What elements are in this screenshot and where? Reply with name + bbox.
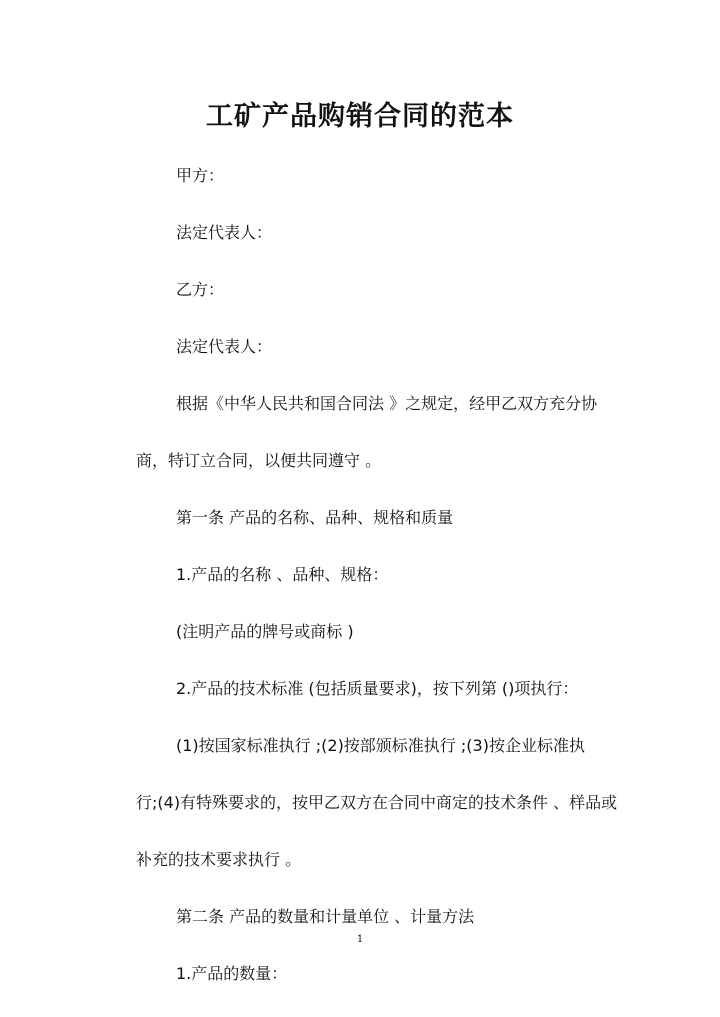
document-title: 工矿产品购销合同的范本 xyxy=(206,101,514,132)
document-line: 1.产品的名称 、品种、规格： xyxy=(176,565,389,584)
document-line: 第二条 产品的数量和计量单位 、计量方法 xyxy=(176,907,475,926)
document-line: 法定代表人： xyxy=(176,223,273,242)
page-number: 1 xyxy=(356,934,364,945)
document-line: (注明产品的牌号或商标 ) xyxy=(176,622,354,641)
document-line: 甲方： xyxy=(176,166,225,185)
document-line: 商，特订立合同，以便共同遵守 。 xyxy=(136,451,382,470)
document-line: 补充的技术要求执行 。 xyxy=(136,850,302,869)
document-line: 2.产品的技术标准 (包括质量要求)，按下列第 ()项执行： xyxy=(176,679,579,698)
document-line: 根据《中华人民共和国合同法 》之规定，经甲乙双方充分协 xyxy=(176,394,598,413)
document-line: 乙方： xyxy=(176,280,225,299)
document-line: 法定代表人： xyxy=(176,337,273,356)
document-line: 1.产品的数量： xyxy=(176,964,288,983)
document-line: 行;(4)有特殊要求的，按甲乙双方在合同中商定的技术条件 、样品或 xyxy=(136,793,618,812)
document-line: 第一条 产品的名称、品种、规格和质量 xyxy=(176,508,454,527)
document-line: (1)按国家标准执行 ;(2)按部颁标准执行 ;(3)按企业标准执 xyxy=(176,736,585,755)
